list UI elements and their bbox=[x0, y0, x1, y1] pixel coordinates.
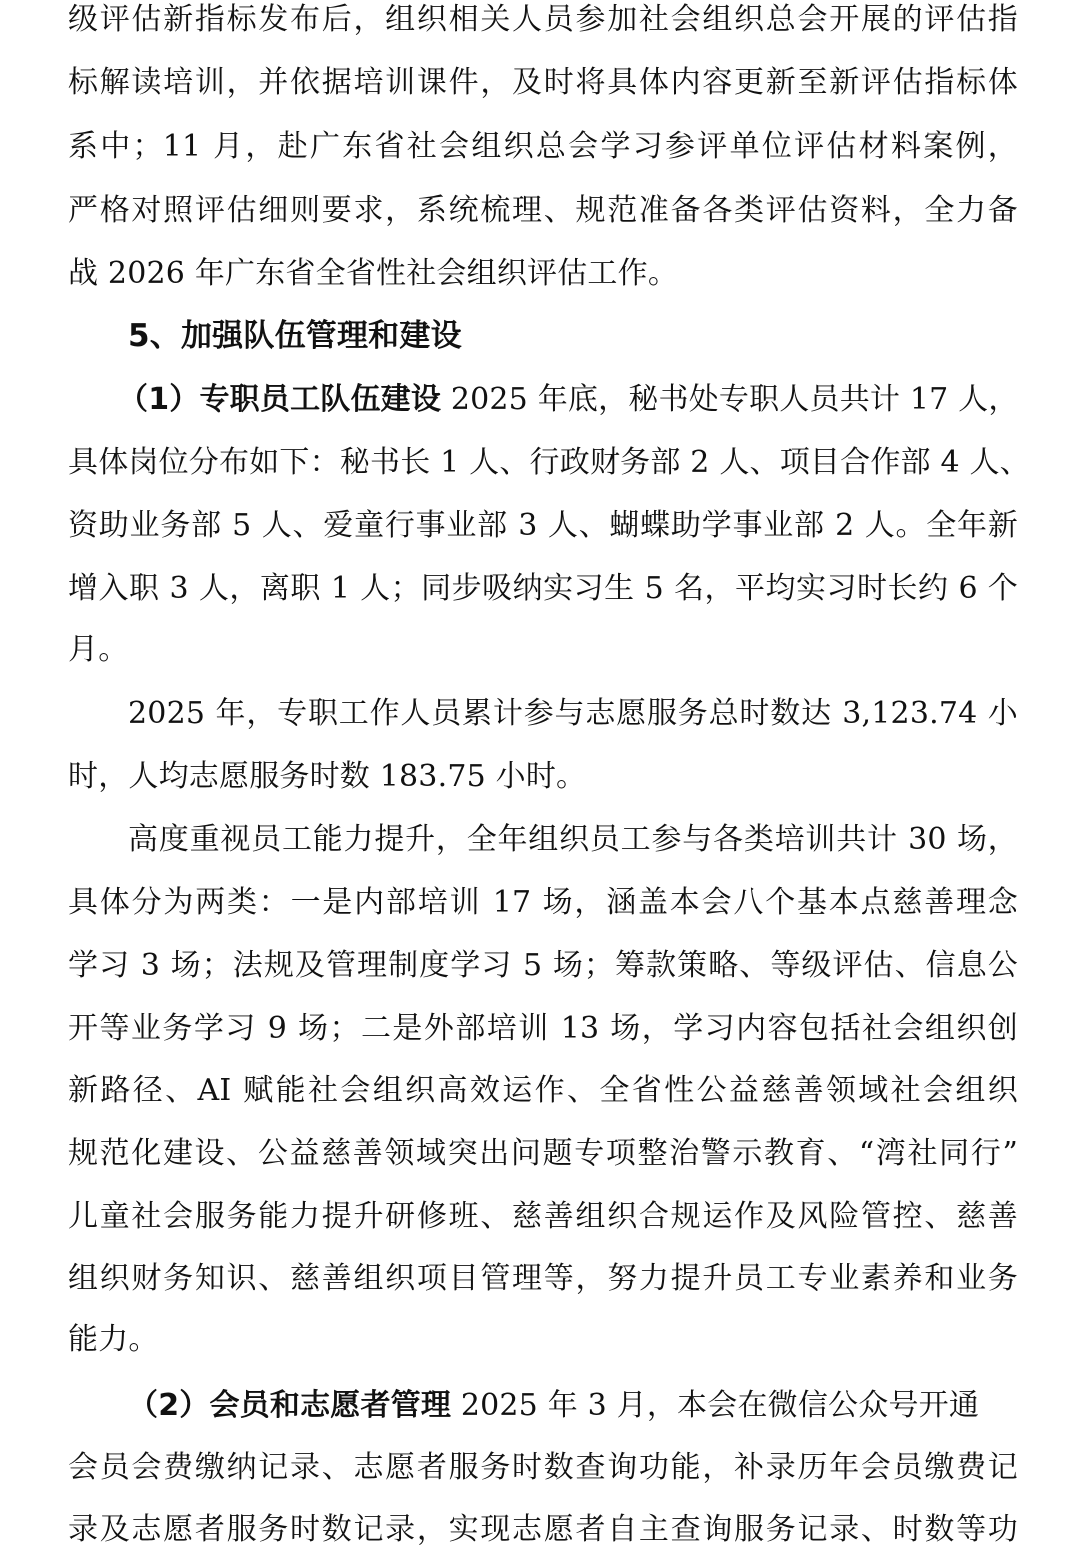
section-heading: 5、加强队伍管理和建设 bbox=[128, 318, 462, 354]
paragraph-line: 能力。 bbox=[68, 1322, 159, 1357]
paragraph-line: 录及志愿者服务时数记录，实现志愿者自主查询服务记录、时数等功 bbox=[68, 1512, 1018, 1547]
paragraph-line: 标解读培训，并依据培训课件，及时将具体内容更新至新评估指标体 bbox=[68, 65, 1018, 100]
paragraph-line: 规范化建设、公益慈善领域突出问题专项整治警示教育、“湾社同行” bbox=[68, 1136, 1018, 1171]
paragraph-line: 严格对照评估细则要求，系统梳理、规范准备各类评估资料，全力备 bbox=[68, 193, 1018, 228]
paragraph-line: 具体分为两类：一是内部培训 17 场，涵盖本会八个基本点慈善理念 bbox=[68, 885, 1018, 920]
paragraph-first-line bbox=[118, 378, 1018, 438]
paragraph-line: 战 2026 年广东省全省性社会组织评估工作。 bbox=[68, 256, 679, 291]
subsection-lead-staff: （1）专职员工队伍建设 bbox=[118, 382, 442, 417]
paragraph-line: 月。 bbox=[68, 632, 129, 667]
paragraph-line: 开等业务学习 9 场；二是外部培训 13 场，学习内容包括社会组织创 bbox=[68, 1011, 1018, 1046]
paragraph-line: 具体岗位分布如下：秘书长 1 人、行政财务部 2 人、项目合作部 4 人、 bbox=[68, 445, 1030, 480]
paragraph-line-text: 2025 年 3 月，本会在微信公众号开通 bbox=[451, 1388, 980, 1423]
subsection-lead-members: （2）会员和志愿者管理 bbox=[128, 1388, 452, 1423]
paragraph-line-text: 2025 年底，秘书处专职人员共计 17 人， bbox=[441, 382, 1019, 417]
paragraph-line: 高度重视员工能力提升，全年组织员工参与各类培训共计 30 场， bbox=[128, 822, 1018, 857]
paragraph-line: 学习 3 场；法规及管理制度学习 5 场；筹款策略、等级评估、信息公 bbox=[68, 948, 1018, 983]
paragraph-line: 会员会费缴纳记录、志愿者服务时数查询功能，补录历年会员缴费记 bbox=[68, 1450, 1018, 1485]
paragraph-line: 组织财务知识、慈善组织项目管理等，努力提升员工专业素养和业务 bbox=[68, 1261, 1018, 1296]
paragraph-line: 儿童社会服务能力提升研修班、慈善组织合规运作及风险管控、慈善 bbox=[68, 1199, 1018, 1234]
paragraph-line: 新路径、AI 赋能社会组织高效运作、全省性公益慈善领域社会组织 bbox=[68, 1073, 1018, 1108]
paragraph-line: 系中；11 月，赴广东省社会组织总会学习参评单位评估材料案例， bbox=[68, 129, 1018, 164]
paragraph-line: 时，人均志愿服务时数 183.75 小时。 bbox=[68, 759, 587, 794]
paragraph-line: 资助业务部 5 人、爱童行事业部 3 人、蝴蝶助学事业部 2 人。全年新 bbox=[68, 508, 1018, 543]
paragraph-line: 级评估新指标发布后，组织相关人员参加社会组织总会开展的评估指 bbox=[68, 2, 1018, 37]
paragraph-first-line bbox=[128, 1384, 1018, 1444]
paragraph-line: 2025 年，专职工作人员累计参与志愿服务总时数达 3,123.74 小 bbox=[128, 696, 1018, 731]
paragraph-line: 增入职 3 人，离职 1 人；同步吸纳实习生 5 名，平均实习时长约 6 个 bbox=[68, 571, 1018, 606]
